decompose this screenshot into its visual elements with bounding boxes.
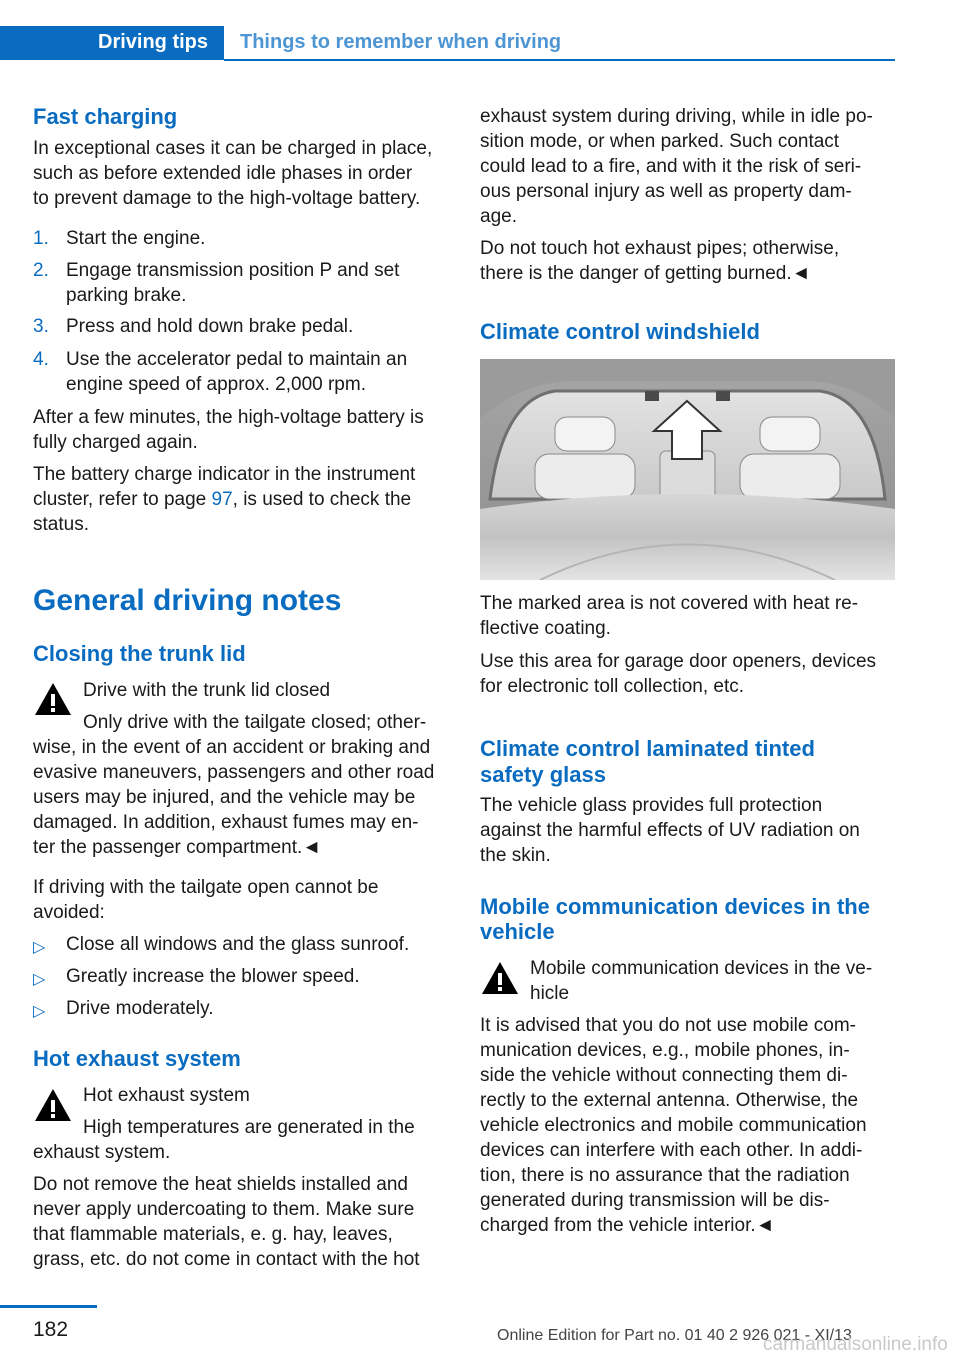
trunk-heading: Closing the trunk lid <box>33 641 246 666</box>
exhaust-warning-line: Do not remove the heat shields installed and <box>33 1174 408 1195</box>
mobile-body-line: It is advised that you do not use mobile com- <box>480 1015 856 1036</box>
trunk-warning-line: evasive maneuvers, passengers and other road <box>33 762 435 783</box>
step-text: Press and hold down brake pedal. <box>66 316 354 337</box>
windshield-text-line: The marked area is not covered with heat re- <box>480 593 859 614</box>
footer-rule <box>0 1305 97 1308</box>
indicator-text-1: The battery charge indicator in the instrument <box>33 464 416 485</box>
windshield-use-line: Use this area for garage door openers, devices <box>480 651 877 672</box>
warning-icon <box>33 1087 73 1123</box>
exhaust-cont-line: could lead to a fire, and with it the risk of seri- <box>480 156 862 177</box>
step-text: Engage transmission position P and set <box>66 260 400 281</box>
bullet-icon: ▷ <box>33 1003 46 1020</box>
mobile-heading-line: Mobile communication devices in the <box>480 894 870 919</box>
mobile-body-line: side the vehicle without connecting them di- <box>480 1065 848 1086</box>
section-tab: Driving tips <box>0 26 224 60</box>
step-number: 4. <box>33 349 49 370</box>
page-header <box>0 26 895 62</box>
step-text: parking brake. <box>66 285 187 306</box>
bullet-text: Drive moderately. <box>66 998 214 1019</box>
exhaust-warning-first: High temperatures are generated in the <box>83 1117 415 1138</box>
trunk-warning-title: Drive with the trunk lid closed <box>83 680 331 701</box>
glass-text-line: the skin. <box>480 845 551 866</box>
windshield-photo <box>480 359 895 580</box>
mobile-warning-line: hicle <box>530 983 570 1004</box>
glass-heading-line: safety glass <box>480 762 606 787</box>
mobile-warning-line: Mobile communication devices in the ve- <box>530 958 873 979</box>
trunk-warning-line: wise, in the event of an accident or braking and <box>33 737 431 758</box>
step-number: 3. <box>33 316 49 337</box>
step-text: engine speed of approx. 2,000 rpm. <box>66 374 366 395</box>
fast-charging-intro-3: to prevent damage to the high-voltage battery. <box>33 188 421 209</box>
bullet-text: Close all windows and the glass sunroof. <box>66 934 410 955</box>
watermark: carmanualsonline.info <box>763 1334 948 1355</box>
exhaust-cont-line: ous personal injury as well as property dam- <box>480 181 852 202</box>
glass-text-line: against the harmful effects of UV radiation on <box>480 820 860 841</box>
if-open-text-1: If driving with the tailgate open cannot be <box>33 877 379 898</box>
general-driving-heading: General driving notes <box>33 584 342 617</box>
exhaust-cont-line: exhaust system during driving, while in idle po- <box>480 106 873 127</box>
if-open-text-2: avoided: <box>33 902 105 923</box>
header-rule <box>224 59 895 61</box>
after-text-2: fully charged again. <box>33 432 198 453</box>
warning-icon <box>33 681 73 717</box>
indicator-text-3: status. <box>33 514 89 535</box>
step-text: Use the accelerator pedal to maintain an <box>66 349 408 370</box>
trunk-warning-line: users may be injured, and the vehicle may be <box>33 787 416 808</box>
exhaust-cont-line: age. <box>480 206 517 227</box>
warning-icon <box>480 960 520 996</box>
windshield-text-line: flective coating. <box>480 618 611 639</box>
subsection-tab: Things to remember when driving <box>240 31 562 53</box>
mobile-heading-line: vehicle <box>480 919 555 944</box>
fast-charging-heading: Fast charging <box>33 104 178 129</box>
page-link[interactable]: 97 <box>211 489 233 510</box>
step-number: 1. <box>33 228 49 249</box>
bullet-icon: ▷ <box>33 939 46 956</box>
exhaust-warning-line: exhaust system. <box>33 1142 171 1163</box>
exhaust-warning-line: never apply undercoating to them. Make sure <box>33 1199 415 1220</box>
step-text: Start the engine. <box>66 228 206 249</box>
bullet-text: Greatly increase the blower speed. <box>66 966 360 987</box>
glass-heading-line: Climate control laminated tinted <box>480 736 815 761</box>
exhaust-heading: Hot exhaust system <box>33 1046 241 1071</box>
fast-charging-intro-1: In exceptional cases it can be charged in place, <box>33 138 433 159</box>
mobile-body-line: devices can interfere with each other. In addi- <box>480 1140 863 1161</box>
exhaust-pipes-line: there is the danger of getting burned.◄ <box>480 263 811 284</box>
mobile-body-line: charged from the vehicle interior.◄ <box>480 1215 775 1236</box>
exhaust-warning-line: grass, etc. do not come in contact with the hot <box>33 1249 420 1270</box>
exhaust-warning-line: that flammable materials, e. g. hay, leaves, <box>33 1224 393 1245</box>
bullet-icon: ▷ <box>33 971 46 988</box>
after-text-1: After a few minutes, the high-voltage battery is <box>33 407 424 428</box>
exhaust-warning-title: Hot exhaust system <box>83 1085 250 1106</box>
trunk-warning-line: ter the passenger compartment.◄ <box>33 837 322 858</box>
mobile-body-line: tion, there is no assurance that the radiation <box>480 1165 850 1186</box>
indicator-text-2: cluster, refer to page 97, is used to check the <box>33 489 412 510</box>
windshield-use-line: for electronic toll collection, etc. <box>480 676 745 697</box>
mobile-body-line: munication devices, e.g., mobile phones, in- <box>480 1040 850 1061</box>
edition-text: Online Edition for Part no. 01 40 2 926 021 - XI/13 <box>497 1327 852 1344</box>
glass-text-line: The vehicle glass provides full protection <box>480 795 823 816</box>
exhaust-cont-line: sition mode, or when parked. Such contact <box>480 131 840 152</box>
mobile-body-line: rectly to the external antenna. Otherwise, the <box>480 1090 859 1111</box>
page-number: 182 <box>33 1318 69 1341</box>
trunk-warning-line: damaged. In addition, exhaust fumes may en- <box>33 812 419 833</box>
fast-charging-intro-2: such as before extended idle phases in order <box>33 163 413 184</box>
mobile-body-line: generated during transmission will be dis- <box>480 1190 830 1211</box>
mobile-body-line: vehicle electronics and mobile communication <box>480 1115 867 1136</box>
trunk-warning-first: Only drive with the tailgate closed; other- <box>83 712 427 733</box>
exhaust-pipes-line: Do not touch hot exhaust pipes; otherwise, <box>480 238 840 259</box>
step-number: 2. <box>33 260 49 281</box>
windshield-heading: Climate control windshield <box>480 319 760 344</box>
